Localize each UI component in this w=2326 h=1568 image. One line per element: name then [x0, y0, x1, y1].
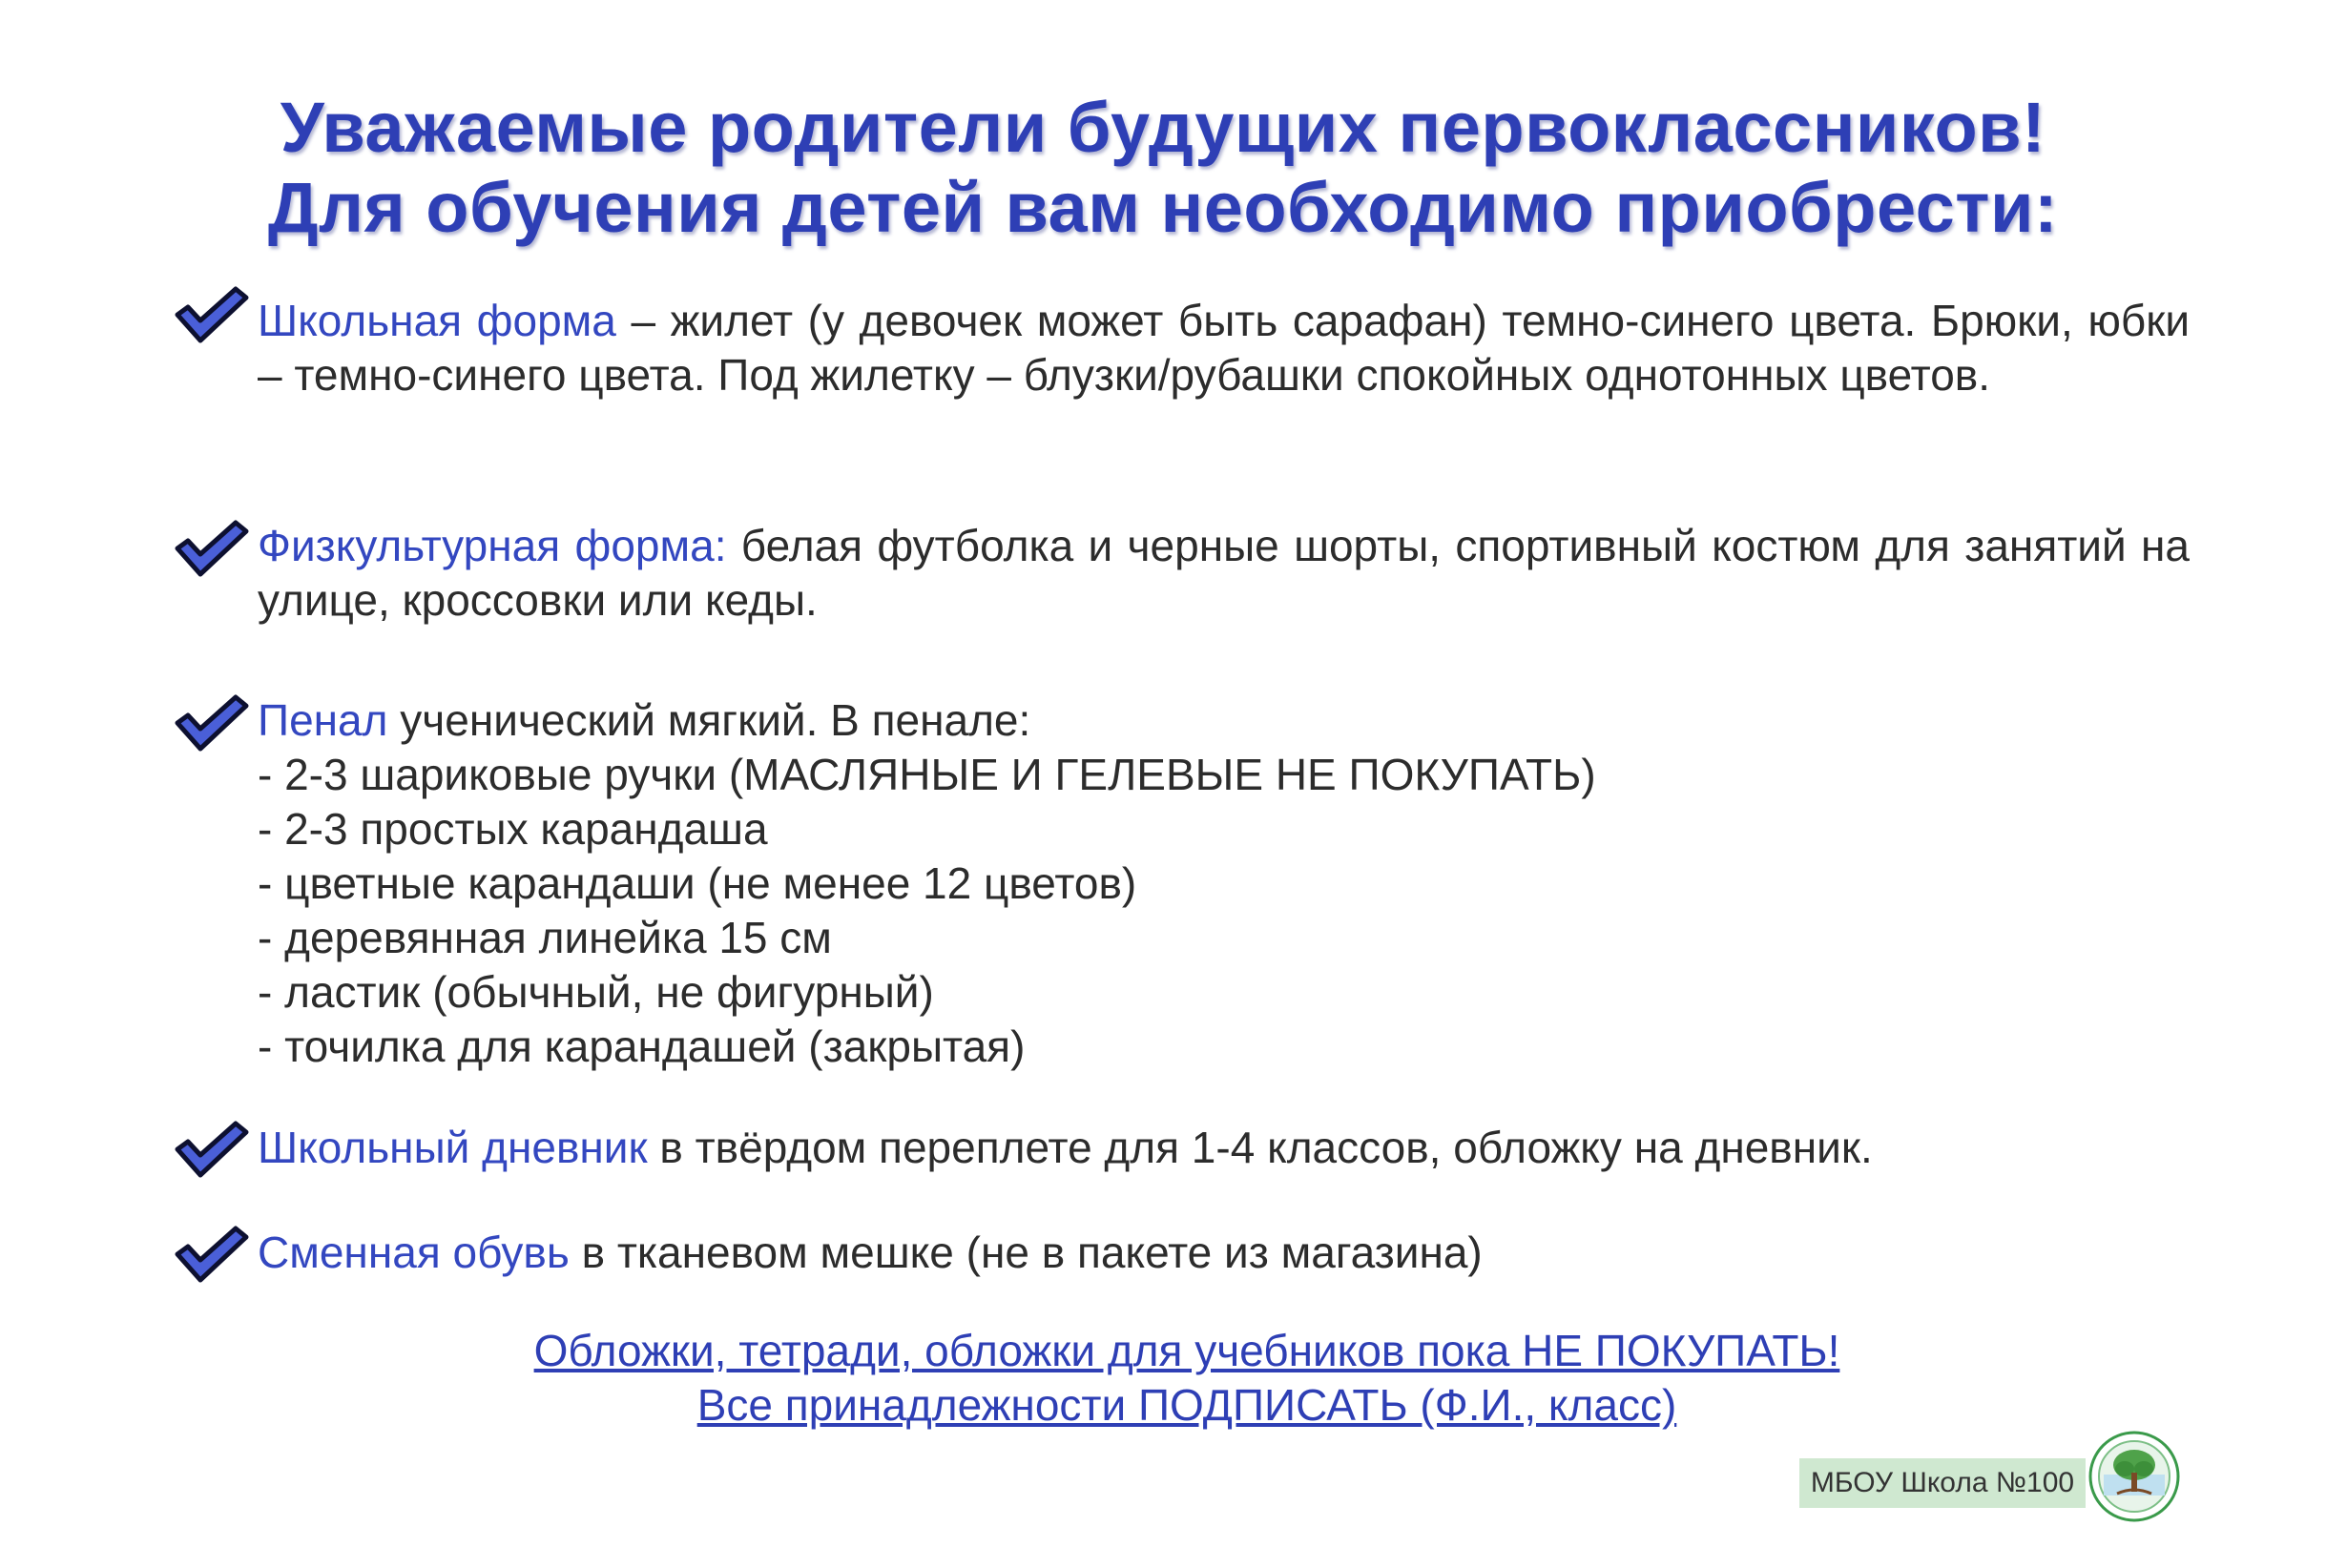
- list-item: - деревянная линейка 15 см: [258, 913, 832, 962]
- list-item: - цветные карандаши (не менее 12 цветов): [258, 858, 1137, 908]
- checkmark-icon: [175, 286, 249, 343]
- item-text: в тканевом мешке (не в пакете из магазина): [569, 1228, 1483, 1277]
- item-text: ученический мягкий. В пенале:: [387, 695, 1031, 745]
- item-text: – жилет (у девочек может быть сарафан) темно-синего цвета. Брюки, юбки – темно-синего цвета. Под жилетку – блузки/рубашки спокойных однотонных цветов.: [258, 296, 2191, 400]
- title-line-1: Уважаемые родители будущих первоклассников!: [280, 88, 2046, 167]
- title-line-2: Для обучения детей вам необходимо приобрести:: [267, 168, 2059, 247]
- list-item: - 2-3 простых карандаша: [258, 804, 768, 854]
- item-heading: Физкультурная форма:: [258, 521, 727, 570]
- checkmark-icon: [175, 1226, 249, 1283]
- school-name-badge: МБОУ Школа №100: [1799, 1458, 2086, 1508]
- list-item: - 2-3 шариковые ручки (МАСЛЯНЫЕ И ГЕЛЕВЫЕ НЕ ПОКУПАТЬ): [258, 750, 1596, 799]
- notice-line-1: Обложки, тетради, обложки для учебников пока НЕ ПОКУПАТЬ!: [533, 1326, 1840, 1375]
- checkmark-icon: [175, 694, 249, 752]
- item-text: белая футболка и черные шорты, спортивный костюм для занятий на улице, кроссовки или кеды.: [258, 521, 2190, 625]
- page-title: [0, 88, 2326, 248]
- important-notice: [0, 1324, 2326, 1433]
- item-school-diary: [258, 1121, 2190, 1175]
- item-change-shoes: [258, 1226, 2190, 1280]
- item-sport-uniform: [258, 519, 2190, 628]
- item-text: в твёрдом переплете для 1-4 классов, обложку на дневник.: [647, 1123, 1873, 1172]
- checkmark-icon: [175, 1121, 249, 1178]
- checkmark-icon: [175, 520, 249, 577]
- list-item: - точилка для карандашей (закрытая): [258, 1021, 1026, 1071]
- item-school-uniform: [258, 294, 2190, 402]
- item-heading: Школьный дневник: [258, 1123, 648, 1172]
- item-heading: Школьная форма: [258, 296, 616, 345]
- list-item: - ластик (обычный, не фигурный): [258, 967, 934, 1017]
- pencil-case-list: [258, 748, 2190, 1074]
- notice-line-2: Все принадлежности ПОДПИСАТЬ (Ф.И., класс): [696, 1380, 1677, 1430]
- item-heading: Пенал: [258, 695, 388, 745]
- school-logo: [2088, 1431, 2180, 1522]
- item-heading: Сменная обувь: [258, 1228, 570, 1277]
- item-pencil-case: [258, 693, 2190, 1074]
